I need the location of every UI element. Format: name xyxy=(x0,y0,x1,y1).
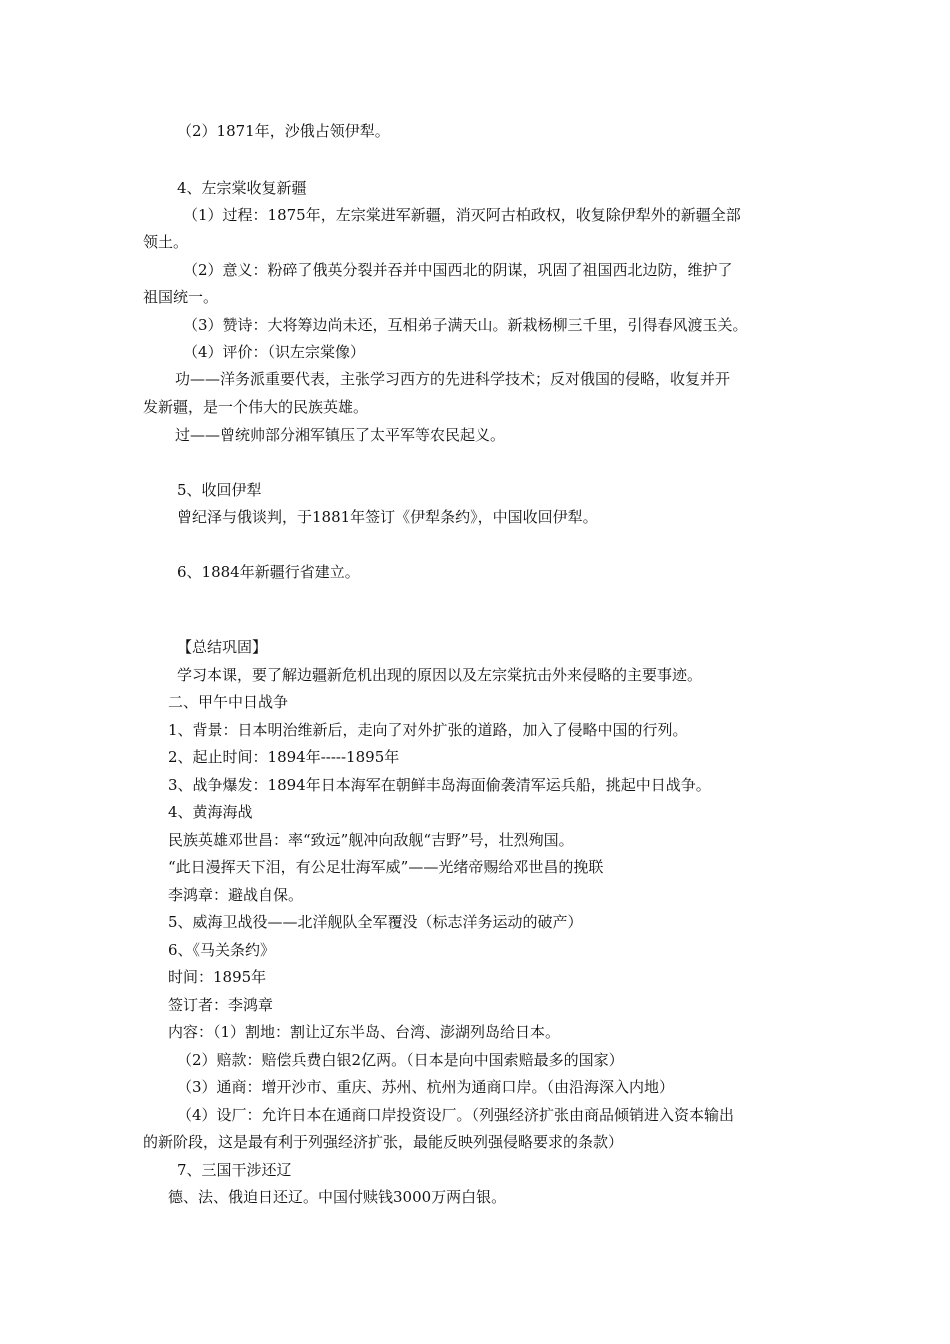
text-line: 过——曾统帅部分湘军镇压了太平军等农民起义。 xyxy=(175,426,506,444)
section-heading: 4、黄海海战 xyxy=(168,803,253,821)
text-line: “此日漫挥天下泪，有公足壮海军威”——光绪帝赐给邓世昌的挽联 xyxy=(168,858,604,876)
text-line: （4）设厂：允许日本在通商口岸投资设厂。（列强经济扩张由商品倾销进入资本输出 xyxy=(177,1106,735,1124)
text-line: （2）1871年，沙俄占领伊犁。 xyxy=(177,122,390,140)
section-heading: 5、收回伊犁 xyxy=(177,481,262,499)
text-line: 1、背景：日本明治维新后，走向了对外扩张的道路，加入了侵略中国的行列。 xyxy=(168,721,688,739)
text-line: （2）赔款：赔偿兵费白银2亿两。（日本是向中国索赔最多的国家） xyxy=(177,1051,624,1069)
text-line: 德、法、俄迫日还辽。中国付赎钱3000万两白银。 xyxy=(168,1188,507,1206)
text-line: 的新阶段，这是最有利于列强经济扩张，最能反映列强侵略要求的条款） xyxy=(143,1133,624,1151)
text-line: 功——洋务派重要代表，主张学习西方的先进科学技术；反对俄国的侵略，收复并开 xyxy=(175,370,731,388)
text-line: 3、战争爆发：1894年日本海军在朝鲜丰岛海面偷袭清军运兵船，挑起中日战争。 xyxy=(168,776,711,794)
text-line: （3）赞诗：大将筹边尚未还，互相弟子满天山。新栽杨柳三千里，引得春风渡玉关。 xyxy=(183,316,748,334)
section-heading: 4、左宗棠收复新疆 xyxy=(177,179,307,197)
section-heading: 6、1884年新疆行省建立。 xyxy=(177,563,360,581)
text-line: （3）通商：增开沙市、重庆、苏州、杭州为通商口岸。（由沿海深入内地） xyxy=(177,1078,675,1096)
text-line: 领土。 xyxy=(143,233,189,251)
text-line: （2）意义：粉碎了俄英分裂并吞并中国西北的阴谋，巩固了祖国西北边防，维护了 xyxy=(183,261,733,279)
chapter-heading: 二、甲午中日战争 xyxy=(168,693,289,711)
text-line: （4）评价：（识左宗棠像） xyxy=(183,343,366,361)
text-line: 曾纪泽与俄谈判，于1881年签订《伊犁条约》，中国收回伊犁。 xyxy=(177,508,598,526)
text-line: 内容：（1）割地：割让辽东半岛、台湾、澎湖列岛给日本。 xyxy=(168,1023,561,1041)
summary-heading: 【总结巩固】 xyxy=(177,638,268,656)
text-line: 李鸿章：避战自保。 xyxy=(168,886,304,904)
text-line: 时间：1895年 xyxy=(168,968,267,986)
text-line: 民族英雄邓世昌：率“致远”舰冲向敌舰“吉野”号，壮烈殉国。 xyxy=(168,831,574,849)
text-line: （1）过程：1875年，左宗棠进军新疆，消灭阿古柏政权，收复除伊犁外的新疆全部 xyxy=(183,206,741,224)
text-line: 5、威海卫战役——北洋舰队全军覆没（标志洋务运动的破产） xyxy=(168,913,583,931)
text-line: 签订者：李鸿章 xyxy=(168,996,274,1014)
section-heading: 6、《马关条约》 xyxy=(168,941,276,959)
section-heading: 7、三国干涉还辽 xyxy=(177,1161,292,1179)
text-line: 发新疆，是一个伟大的民族英雄。 xyxy=(143,398,369,416)
text-line: 学习本课，要了解边疆新危机出现的原因以及左宗棠抗击外来侵略的主要事迹。 xyxy=(177,666,703,684)
text-line: 2、起止时间：1894年-----1895年 xyxy=(168,748,400,766)
text-line: 祖国统一。 xyxy=(143,288,219,306)
